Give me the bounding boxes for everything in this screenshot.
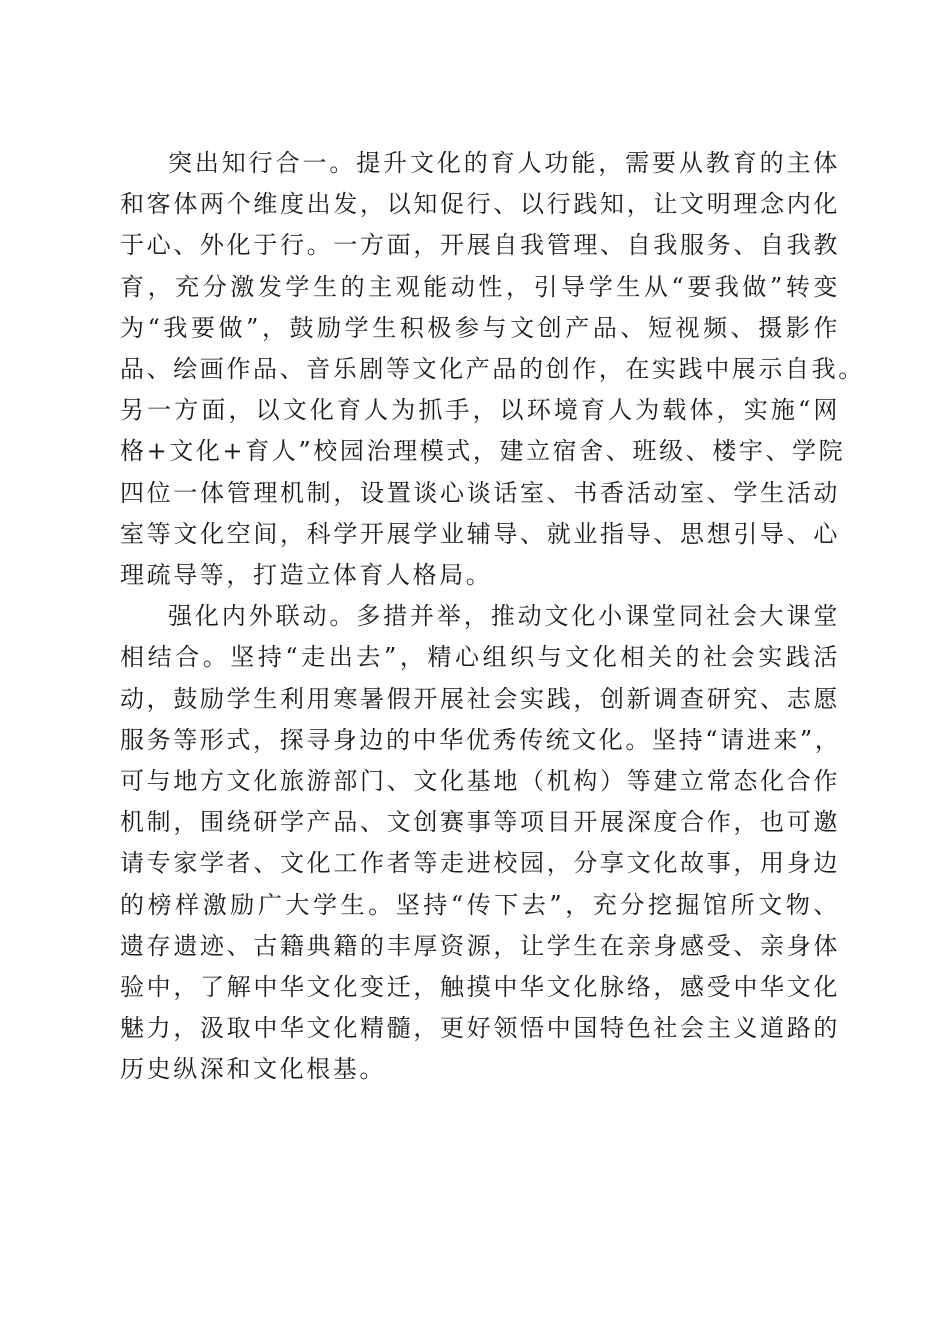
paragraph-internal-external-linkage xyxy=(120,596,840,1090)
text-line: 魅力，汲取中华文化精髓，更好领悟中国特色社会主义道路的 xyxy=(120,1014,840,1043)
text-line: 可与地方文化旅游部门、文化基地（机构）等建立常态化合作 xyxy=(120,767,840,796)
text-line: 和客体两个维度出发，以知促行、以行践知，让文明理念内化 xyxy=(120,190,840,219)
text-line: 历史纵深和文化根基。 xyxy=(120,1055,386,1084)
text-line: 突出知行合一。提升文化的育人功能，需要从教育的主体 xyxy=(168,149,840,177)
text-line: 服务等形式，探寻身边的中华优秀传统文化。坚持“请进来”， xyxy=(120,725,842,754)
paragraph-knowledge-action xyxy=(120,143,865,596)
text-line: 遗存遗迹、古籍典籍的丰厚资源，让学生在亲身感受、亲身体 xyxy=(120,931,840,960)
text-line: 验中，了解中华文化变迁，触摸中华文化脉络，感受中华文化 xyxy=(120,973,840,1002)
text-line: 格+文化+育人”校园治理模式，建立宿舍、班级、楼宇、学院 xyxy=(120,437,846,466)
text-line: 动，鼓励学生利用寒暑假开展社会实践，创新调查研究、志愿 xyxy=(120,684,840,713)
text-line: 机制，围绕研学产品、文创赛事等项目开展深度合作，也可邀 xyxy=(120,808,840,837)
text-line: 请专家学者、文化工作者等走进校园，分享文化故事，用身边 xyxy=(120,849,840,878)
text-line: 于心、外化于行。一方面，开展自我管理、自我服务、自我教 xyxy=(120,231,840,260)
text-line: 另一方面，以文化育人为抓手，以环境育人为载体，实施“网 xyxy=(120,396,840,425)
text-line: 强化内外联动。多措并举，推动文化小课堂同社会大课堂 xyxy=(168,602,840,631)
text-line: 理疏导等，打造立体育人格局。 xyxy=(120,561,493,590)
text-line: 室等文化空间，科学开展学业辅导、就业指导、思想引导、心 xyxy=(120,519,840,548)
text-line: 的榜样激励广大学生。坚持“传下去”，充分挖掘馆所文物、 xyxy=(120,890,840,919)
text-line: 育，充分激发学生的主观能动性，引导学生从“要我做”转变 xyxy=(120,272,840,301)
text-line: 品、绘画作品、音乐剧等文化产品的创作，在实践中展示自我。 xyxy=(120,355,865,384)
document-body xyxy=(120,143,865,1091)
text-line: 四位一体管理机制，设置谈心谈话室、书香活动室、学生活动 xyxy=(120,478,840,507)
text-line: 相结合。坚持“走出去”，精心组织与文化相关的社会实践活 xyxy=(120,643,840,672)
text-line: 为“我要做”，鼓励学生积极参与文创产品、短视频、摄影作 xyxy=(120,313,840,342)
